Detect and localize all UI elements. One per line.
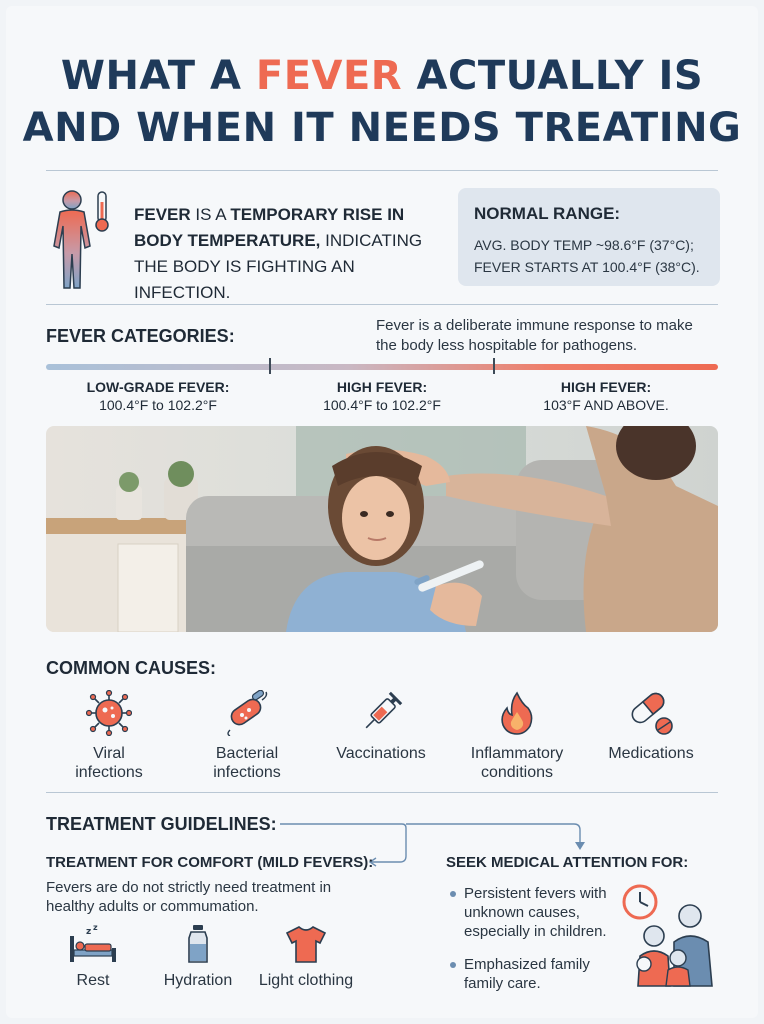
title-part-1: WHAT A — [60, 53, 256, 99]
cause-label: Inflammatory conditions — [470, 745, 564, 781]
category-range: 103°F AND ABOVE. — [543, 397, 669, 413]
normal-range-line-2: FEVER STARTS AT 100.4°F (38°C). — [474, 259, 700, 275]
family-clock-icon — [620, 880, 720, 990]
seek-title: SEEK MEDICAL ATTENTION FOR: — [446, 854, 689, 871]
cause-inflammatory — [450, 690, 584, 782]
divider — [46, 304, 718, 305]
fever-definition — [134, 202, 454, 306]
category-range: 100.4°F to 102.2°F — [323, 397, 441, 413]
category-name: LOW-GRADE FEVER: — [86, 379, 230, 395]
category-name: HIGH FEVER: — [560, 379, 652, 395]
category-range: 100.4°F to 102.2°F — [99, 397, 217, 413]
categories-title: FEVER CATEGORIES: — [46, 326, 235, 346]
seek-item: Persistent fevers with unknown causes, especially in children. — [446, 884, 616, 941]
cause-bacterial — [180, 690, 314, 782]
care-hydration — [158, 924, 238, 990]
seek-item: Emphasized family family care. — [446, 955, 616, 993]
treatment-title: TREATMENT GUIDELINES: — [46, 814, 277, 834]
sick-child-photo — [46, 426, 718, 632]
cause-label: Viral infections — [75, 745, 143, 781]
category-name: HIGH FEVER: — [336, 379, 428, 395]
scale-tick — [493, 358, 495, 374]
tshirt-icon — [284, 924, 328, 964]
normal-range-box — [458, 188, 720, 286]
title-highlight: FEVER — [255, 53, 403, 99]
normal-range-line-1: AVG. BODY TEMP ~98.6°F (37°C); — [474, 237, 694, 253]
definition-text-1: IS A — [190, 205, 231, 224]
title-part-2: ACTUALLY IS — [402, 53, 704, 99]
definition-bold-1: FEVER — [134, 205, 191, 224]
cause-label: Medications — [608, 745, 694, 762]
page-title — [0, 50, 764, 154]
comfort-text: Fevers are do not strictly need treatment in healthy adults or commumation. — [46, 879, 332, 915]
water-bottle-icon — [186, 924, 210, 964]
bed-icon — [68, 924, 118, 964]
title-line-2: AND WHEN IT NEEDS TREATING — [22, 105, 742, 151]
category-very-high — [494, 378, 718, 414]
category-low-grade — [46, 378, 270, 414]
divider — [46, 170, 718, 171]
care-rest — [58, 924, 128, 990]
category-high — [270, 378, 494, 414]
syringe-icon — [358, 690, 404, 736]
cause-medications — [584, 690, 718, 763]
svg-text:z: z — [86, 927, 92, 937]
care-label: Light clothing — [258, 972, 354, 989]
svg-text:z: z — [93, 924, 98, 932]
virus-icon — [86, 690, 132, 736]
body-thermometer-icon — [46, 188, 118, 292]
bacteria-icon — [224, 690, 270, 736]
definition-bold-2: TEMPORARY RISE IN BODY TEMPERATURE, — [134, 205, 405, 250]
seek-list — [446, 884, 616, 1007]
definition-text-2: INDICATING THE BODY IS FIGHTING AN INFECTION. — [134, 231, 423, 302]
comfort-title: TREATMENT FOR COMFORT (MILD FEVERS): — [46, 854, 374, 871]
cause-label: Vaccinations — [336, 745, 426, 762]
cause-viral — [42, 690, 176, 782]
care-label: Rest — [76, 972, 110, 989]
temperature-scale-bar — [46, 364, 718, 370]
pill-icon — [628, 690, 674, 736]
care-light-clothing — [256, 924, 356, 990]
flame-icon — [494, 690, 540, 736]
care-label: Hydration — [163, 972, 233, 989]
causes-title: COMMON CAUSES: — [46, 658, 216, 678]
categories-note: Fever is a deliberate immune response to make the body less hospitable for pathogens. — [376, 317, 693, 354]
divider — [46, 792, 718, 793]
cause-vaccinations — [314, 690, 448, 763]
scale-tick — [269, 358, 271, 374]
normal-range-title: NORMAL RANGE: — [474, 204, 621, 223]
cause-label: Bacterial infections — [213, 745, 281, 781]
